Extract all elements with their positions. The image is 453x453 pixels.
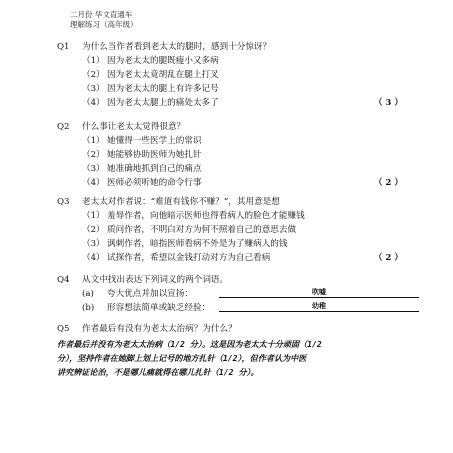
option-label: （1）: [82, 136, 105, 146]
option-3: [57, 162, 413, 176]
option-2: [57, 223, 413, 237]
item-prompt: 形容想法简单或缺乏经验：: [107, 303, 211, 313]
item-prompt: 夸大优点并加以宣扬：: [107, 289, 193, 299]
question-text: 为什么当作者看到老太太的腿时，感到十分惊讶？: [82, 42, 272, 52]
option-text: 羞辱作者，向他暗示医师也得看病人的脸色才能赚钱: [107, 211, 305, 221]
question-number: Q3: [57, 197, 70, 207]
question-text: 老太太对作者说：“难道有钱你不赚？”，其用意是想: [82, 197, 280, 207]
question-text: 什么事让老太太觉得很意？: [82, 122, 186, 132]
option-4: [57, 176, 413, 190]
model-answer: [57, 337, 413, 379]
option-4: [57, 251, 413, 265]
option-label: （4）: [82, 253, 105, 263]
option-1: [57, 54, 413, 68]
option-text: 她准确地抓到自己的痛点: [107, 164, 202, 174]
answer-line: 分），坚持作者在她脚上划上记号的地方扎针（1/2），但作者认为中医: [57, 353, 307, 363]
option-text: 质问作者，不明白对方为何不照着自己的意思去做: [107, 225, 297, 235]
option-3: [57, 82, 413, 96]
option-text: 因为老太太竟胡乱在腿上打叉: [107, 70, 219, 80]
option-label: （4）: [82, 98, 105, 108]
question-4: [57, 273, 413, 315]
option-text: 医师必须听她的命令行事: [107, 178, 202, 188]
question-number: Q1: [57, 42, 70, 52]
question-text: 作者最后有没有为老太太治病？为什么？: [82, 324, 237, 334]
vocab-item-b: [57, 301, 413, 315]
item-label: (a): [82, 289, 94, 299]
option-label: （1）: [82, 56, 105, 66]
option-label: （2）: [82, 70, 105, 80]
header-title: 二月份 华文直通车: [70, 10, 133, 19]
option-label: （3）: [82, 239, 105, 249]
question-3: [57, 195, 413, 265]
question-number: Q4: [57, 275, 70, 285]
option-3: [57, 237, 413, 251]
item-label: (b): [82, 303, 95, 313]
option-label: （4）: [82, 178, 105, 188]
question-1: [57, 40, 413, 110]
question-text: 从文中找出表达下列词义的两个词语。: [82, 275, 229, 285]
option-1: [57, 134, 413, 148]
answer-mark: （ 2 ）: [373, 253, 403, 263]
header-subtitle: 理解练习（高年级）: [70, 20, 138, 29]
option-2: [57, 148, 413, 162]
worksheet-header: [70, 10, 138, 30]
option-1: [57, 209, 413, 223]
option-label: （3）: [82, 84, 105, 94]
vocab-item-a: [57, 287, 413, 301]
option-text: 讽刺作者，暗指医师看病不外是为了赚病人的钱: [107, 239, 288, 249]
answer-mark: （ 3 ）: [373, 98, 403, 108]
option-label: （2）: [82, 225, 105, 235]
option-2: [57, 68, 413, 82]
option-text: 她能够协助医师为她扎针: [107, 150, 202, 160]
answer-line: 讲究辨证论治，不是哪儿痛就得在哪儿扎针（1/2 分）。: [57, 367, 259, 377]
option-label: （2）: [82, 150, 105, 160]
option-4: [57, 96, 413, 110]
option-label: （1）: [82, 211, 105, 221]
question-2: [57, 120, 413, 190]
answer-blank[interactable]: 吹嘘: [219, 287, 419, 298]
answer-line: 作者最后并没有为老太太治病（1/2 分）。这是因为老太太十分顽固（1/2: [57, 339, 322, 349]
answer-blank[interactable]: 幼稚: [219, 301, 419, 312]
option-text: 因为老太太的腿既瘦小又多病: [107, 56, 219, 66]
option-text: 她懂得一些医学上的常识: [107, 136, 202, 146]
question-5: [57, 322, 413, 336]
question-number: Q5: [57, 324, 70, 334]
option-text: 因为老太太的腿上有许多记号: [107, 84, 219, 94]
option-label: （3）: [82, 164, 105, 174]
option-text: 试探作者，希望以金钱打动对方为自己看病: [107, 253, 271, 263]
answer-mark: （ 2 ）: [373, 178, 403, 188]
question-number: Q2: [57, 122, 70, 132]
option-text: 因为老太太腿上的痛处太多了: [107, 98, 219, 108]
